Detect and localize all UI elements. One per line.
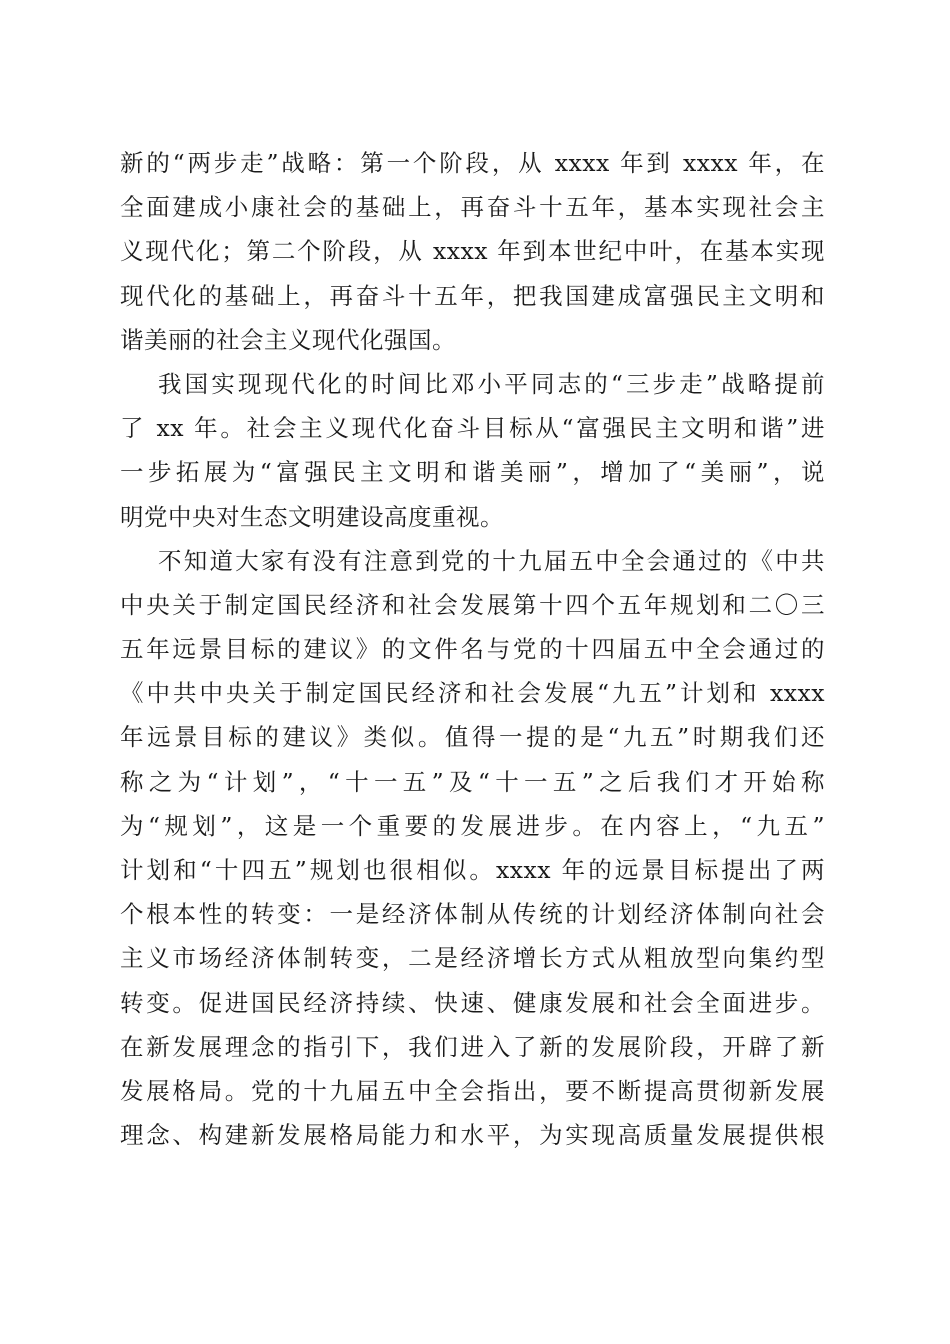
text-line: 了 xx 年。社会主义现代化奋斗目标从“富强民主文明和谐”进 xyxy=(120,414,825,443)
text-line: 为“规划”，这是一个重要的发展进步。在内容上，“九五” xyxy=(120,811,825,840)
text-line: 我国实现现代化的时间比邓小平同志的“三步走”战略提前 xyxy=(158,369,825,398)
text-line: 称之为“计划”，“十一五”及“十一五”之后我们才开始称 xyxy=(120,767,825,796)
text-line: 转变。促进国民经济持续、快速、健康发展和社会全面进步。 xyxy=(120,988,825,1017)
text-line: 发展格局。党的十九届五中全会指出，要不断提高贯彻新发展 xyxy=(120,1076,825,1105)
text-line: 理念、构建新发展格局能力和水平，为实现高质量发展提供根 xyxy=(120,1121,825,1150)
text-line: 义现代化；第二个阶段，从 xxxx 年到本世纪中叶，在基本实现 xyxy=(120,237,825,266)
text-line: 明党中央对生态文明建设高度重视。 xyxy=(120,502,504,531)
text-line: 全面建成小康社会的基础上，再奋斗十五年，基本实现社会主 xyxy=(120,193,825,222)
text-line: 计划和“十四五”规划也很相似。xxxx 年的远景目标提出了两 xyxy=(120,856,825,884)
text-line: 一步拓展为“富强民主文明和谐美丽”，增加了“美丽”，说 xyxy=(120,458,825,487)
document-body xyxy=(120,141,825,1157)
text-line: 在新发展理念的指引下，我们进入了新的发展阶段，开辟了新 xyxy=(120,1032,825,1061)
paragraph-3 xyxy=(120,539,825,1158)
text-line: 五年远景目标的建议》的文件名与党的十四届五中全会通过的 xyxy=(120,635,825,664)
text-line: 新的“两步走”战略：第一个阶段，从 xxxx 年到 xxxx 年，在 xyxy=(120,149,825,177)
text-line: 现代化的基础上，再奋斗十五年，把我国建成富强民主文明和 xyxy=(120,281,825,310)
text-line: 个根本性的转变：一是经济体制从传统的计划经济体制向社会 xyxy=(120,900,825,929)
text-line: 《中共中央关于制定国民经济和社会发展“九五”计划和 xxxx xyxy=(120,679,825,708)
paragraph-1 xyxy=(120,141,825,362)
text-line: 年远景目标的建议》类似。值得一提的是“九五”时期我们还 xyxy=(120,723,825,752)
text-line: 不知道大家有没有注意到党的十九届五中全会通过的《中共 xyxy=(158,546,825,575)
text-line: 中央关于制定国民经济和社会发展第十四个五年规划和二〇三 xyxy=(120,590,825,619)
text-line: 谐美丽的社会主义现代化强国。 xyxy=(120,325,456,354)
text-line: 主义市场经济体制转变，二是经济增长方式从粗放型向集约型 xyxy=(120,944,825,973)
paragraph-2 xyxy=(120,362,825,539)
